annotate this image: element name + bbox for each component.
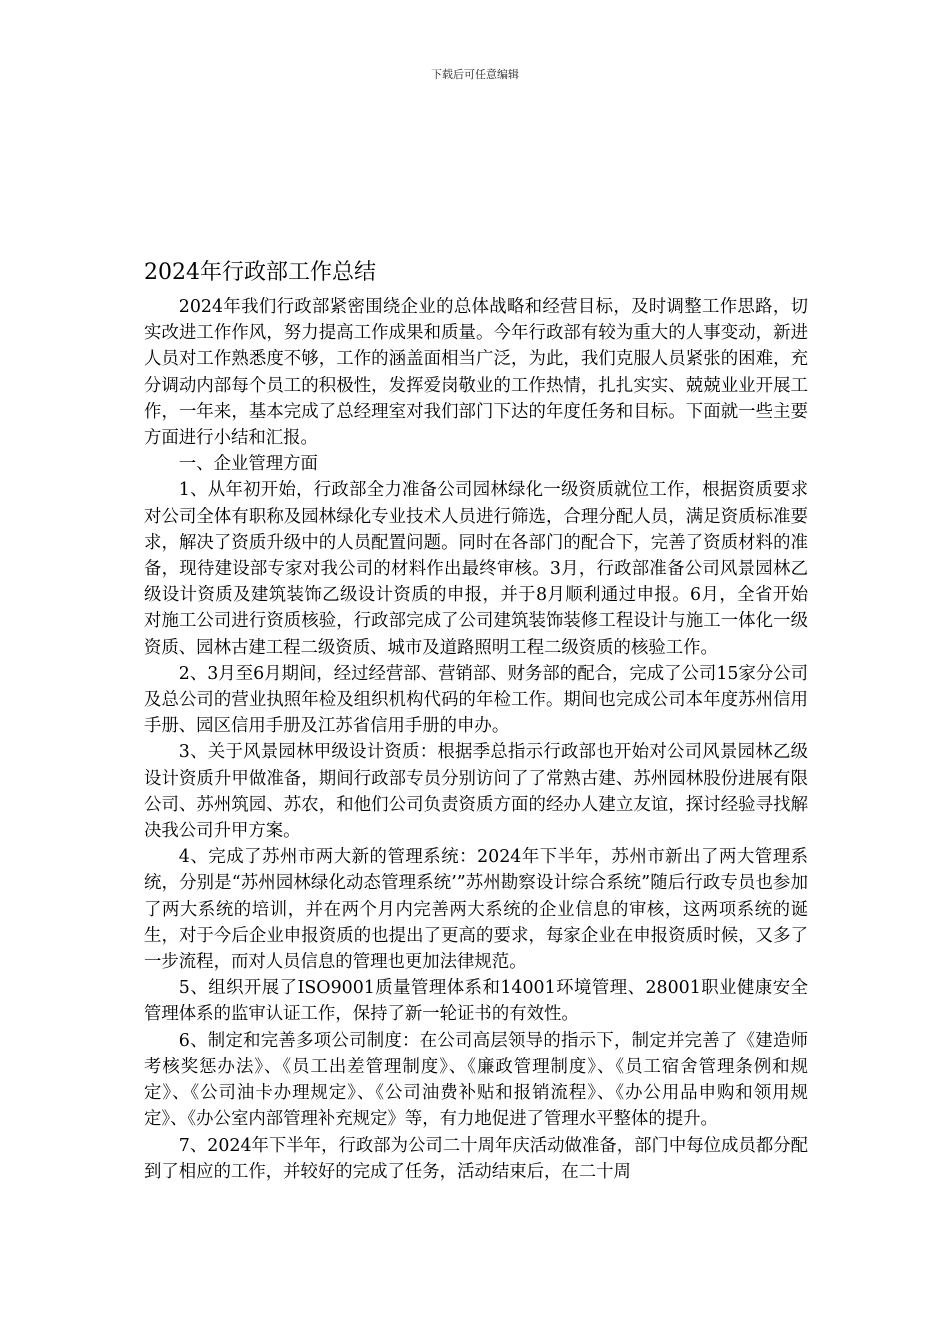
paragraph-item-5: 5、组织开展了ISO9001质量管理体系和14001环境管理、28001职业健康安全管理体系的监审认证工作，保持了新一轮证书的有效性。: [144, 978, 808, 1025]
paragraph-item-6: 6、制定和完善多项公司制度：在公司高层领导的指示下，制定并完善了《建造师考核奖惩办法》、《员工出差管理制度》、《廉政管理制度》、《员工宿舍管理条例和规定》、《公司油卡办理规定》、《公司油费补贴和报销流程》、《办公用品申购和领用规定》、《办公室内部管理补充规定》等，有力地促进了管理水平整体的提升。: [144, 1030, 808, 1130]
paragraph-item-1: 1、从年初开始，行政部全力准备公司园林绿化一级资质就位工作，根据资质要求对公司全体有职称及园林绿化专业技术人员进行筛选，合理分配人员，满足资质标准要求，解决了资质升级中的人员配置问题。同时在各部门的配合下，完善了资质材料的准备，现待建设部专家对我公司的材料作出最终审核。3月，行政部准备公司风景园林乙级设计资质及建筑装饰乙级设计资质的申报，并于8月顺利通过申报。6月，全省开始对施工公司进行资质核验，行政部完成了公司建筑装饰装修工程设计与施工一体化一级资质、园林古建工程二级资质、城市及道路照明工程二级资质的核验工作。: [144, 480, 808, 658]
document-title: 2024年行政部工作总结: [144, 260, 376, 285]
document-body: [144, 258, 808, 1185]
page-header-note: 下载后可任意编辑: [431, 68, 519, 81]
paragraph-item-3: 3、关于风景园林甲级设计资质：根据季总指示行政部也开始对公司风景园林乙级设计资质升甲做准备，期间行政部专员分别访问了了常熟古建、苏州园林股份进展有限公司、苏州筑园、苏农，和他们公司负责资质方面的经办人建立友谊，探讨经验寻找解决我公司升甲方案。: [144, 742, 808, 842]
paragraph-item-4: 4、完成了苏州市两大新的管理系统：2024年下半年，苏州市新出了两大管理系统，分别是“苏州园林绿化动态管理系统’”苏州勘察设计综合系统”随后行政专员也参加了两大系统的培训，并在两个月内完善两大系统的企业信息的审核，这两项系统的诞生，对于今后企业申报资质的也提出了更高的要求，每家企业在申报资质时候，又多了一步流程，而对人员信息的管理也更加法律规范。: [144, 847, 808, 973]
section-heading-management: 一、企业管理方面: [178, 454, 318, 475]
paragraph-intro: 2024年我们行政部紧密围绕企业的总体战略和经营目标，及时调整工作思路，切实改进工作作风，努力提高工作成果和质量。今年行政部有较为重大的人事变动，新进人员对工作熟悉度不够，工作的涵盖面相当广泛，为此，我们克服人员紧张的困难，充分调动内部每个员工的积极性，发挥爱岗敬业的工作热情，扎扎实实、兢兢业业开展工作，一年来，基本完成了总经理室对我们部门下达的年度任务和目标。下面就一些主要方面进行小结和汇报。: [144, 297, 808, 449]
paragraph-item-2: 2、3月至6月期间，经过经营部、营销部、财务部的配合，完成了公司15家分公司及总公司的营业执照年检及组织机构代码的年检工作。期间也完成公司本年度苏州信用手册、园区信用手册及江苏省信用手册的申办。: [144, 663, 809, 737]
paragraph-item-7: 7、2024年下半年，行政部为公司二十周年庆活动做准备，部门中每位成员都分配到了相应的工作，并较好的完成了任务，活动结束后，在二十周: [144, 1135, 809, 1182]
